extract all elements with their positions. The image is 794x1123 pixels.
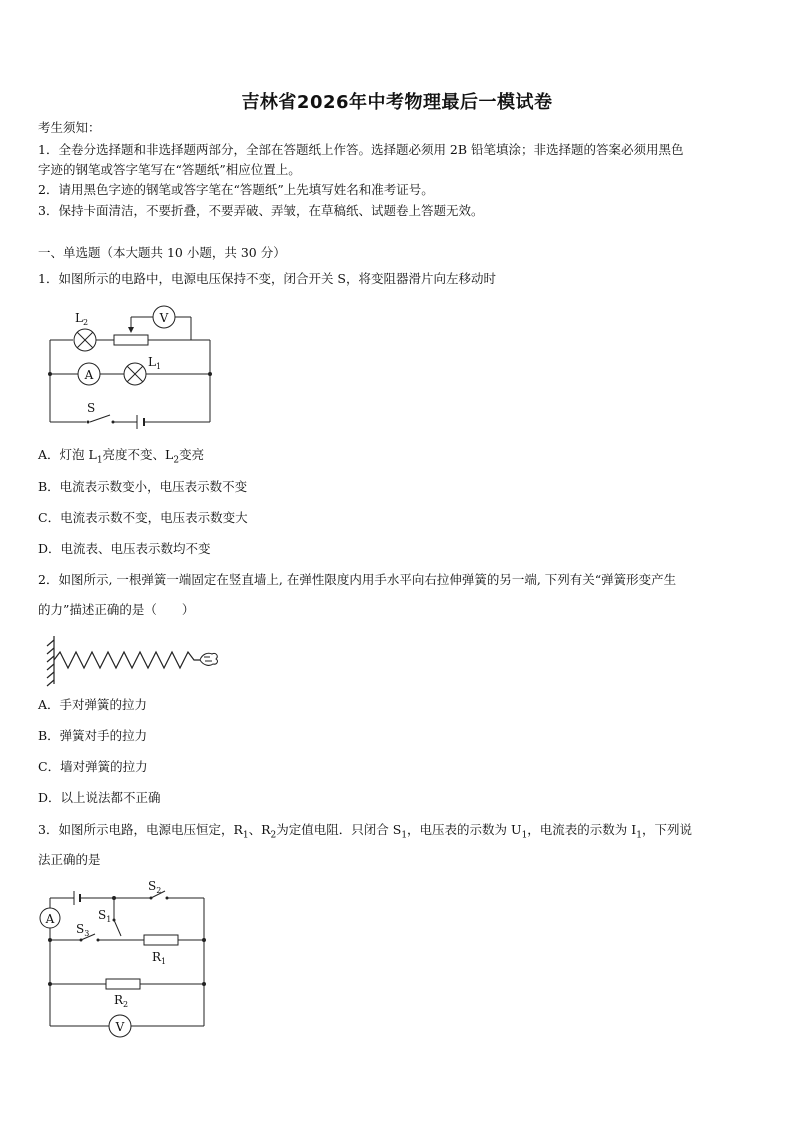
notice-line: 3．保持卡面清洁，不要折叠，不要弄破、弄皱，在草稿纸、试题卷上答题无效。 bbox=[38, 203, 484, 218]
notice-line: 字迹的钢笔或答字笔写在“答题纸”相应位置上。 bbox=[38, 162, 301, 177]
question-1-stem: 1．如图所示的电路中，电源电压保持不变，闭合开关 S，将变阻器滑片向左移动时 bbox=[38, 271, 496, 286]
q1-option-d: D．电流表、电压表示数均不变 bbox=[38, 541, 211, 556]
lamp-l1-label: $L_1$ bbox=[148, 355, 162, 371]
voltmeter-label: V bbox=[115, 1020, 125, 1034]
notice-line: 1．全卷分选择题和非选择题两部分，全部在答题纸上作答。选择题必须用 2B 铅笔填涂；非选择题的答案必须用黑色 bbox=[38, 142, 684, 157]
lamp-l2-label: $L_2$ bbox=[75, 311, 89, 327]
voltmeter-label: V bbox=[159, 311, 169, 325]
q1-circuit-diagram bbox=[38, 300, 228, 430]
resistor-r1-label: $R_1$ bbox=[152, 950, 167, 966]
q3-circuit-diagram bbox=[36, 878, 216, 1043]
q1-option-a: A．灯泡 $L_1$亮度不变、$L_2$变亮 bbox=[38, 447, 205, 466]
q2-option-b: B．弹簧对手的拉力 bbox=[38, 728, 148, 743]
ammeter-label: A bbox=[45, 912, 55, 926]
junction-dots bbox=[48, 896, 206, 986]
question-3-stem: 3．如图所示电路，电源电压恒定，$R_1$、$R_2$为定值电阻．只闭合 $S_1$，电压表的示数为 $U_1$，电流表的示数为 $I_1$，下列说 bbox=[38, 822, 692, 841]
ammeter-label: A bbox=[84, 368, 94, 382]
resistor-r2-label: $R_2$ bbox=[114, 993, 129, 1009]
hand-icon bbox=[200, 653, 217, 665]
battery-icon bbox=[137, 415, 144, 429]
switch-s1-label: $S_1$ bbox=[98, 908, 112, 924]
page-title: 吉林省2026年中考物理最后一模试卷 bbox=[241, 92, 553, 113]
q2-option-a: A．手对弹簧的拉力 bbox=[38, 697, 148, 712]
battery-icon bbox=[74, 891, 80, 905]
lamp-l2-icon bbox=[74, 329, 96, 351]
switch-s-label: S bbox=[87, 401, 96, 415]
q1-option-b: B．电流表示数变小，电压表示数不变 bbox=[38, 479, 248, 494]
section-heading: 一、单选题（本大题共 10 小题，共 30 分） bbox=[38, 245, 286, 260]
question-3-stem-line2: 法正确的是 bbox=[38, 852, 101, 867]
spring-icon bbox=[54, 652, 200, 668]
notice-line: 2．请用黑色字迹的钢笔或答字笔在“答题纸”上先填写姓名和准考证号。 bbox=[38, 182, 434, 197]
switch-s2-label: $S_2$ bbox=[148, 879, 162, 895]
slider-arrow-icon bbox=[128, 327, 134, 333]
question-2-stem: 2．如图所示, 一根弹簧一端固定在竖直墙上, 在弹性限度内用手水平向右拉伸弹簧的另一端, 下列有关“弹簧形变产生 bbox=[38, 572, 677, 587]
lamp-l1-icon bbox=[124, 363, 146, 385]
wall-icon bbox=[47, 636, 54, 686]
notice-heading: 考生须知： bbox=[38, 120, 101, 135]
q2-option-d: D．以上说法都不正确 bbox=[38, 790, 161, 805]
q1-option-c: C．电流表示数不变，电压表示数变大 bbox=[38, 510, 248, 525]
q2-option-c: C．墙对弹簧的拉力 bbox=[38, 759, 148, 774]
switch-s3-label: $S_3$ bbox=[76, 922, 90, 938]
question-2-stem-line2: 的力”描述正确的是（ ） bbox=[38, 602, 195, 617]
q2-spring-diagram bbox=[38, 632, 228, 688]
